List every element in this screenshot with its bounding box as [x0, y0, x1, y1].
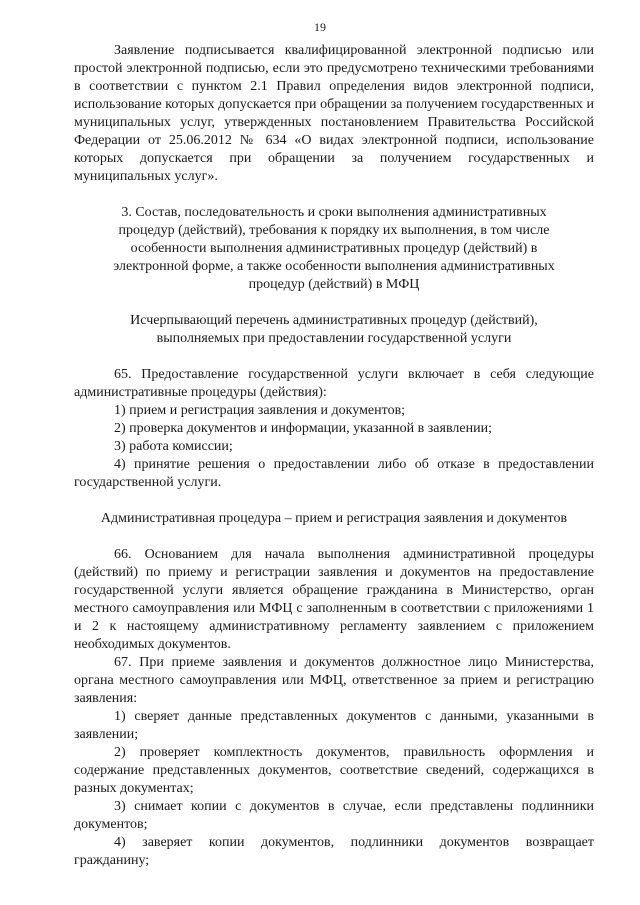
- paragraph-67: 67. При приеме заявления и документов должностное лицо Министерства, органа местного самоуправления или МФЦ, ответственное за прием и регистрацию заявления:: [74, 655, 594, 706]
- list-item: 2) проверяет комплектность документов, правильность оформления и содержание представленных документов, соответствие сведений, содержащихся в разных документах;: [74, 745, 594, 796]
- intro-paragraph: Заявление подписывается квалифицированной электронной подписью или простой электронной подписью, если это предусмотрено техническими требованиями в соответствии с пунктом 2.1 Правил определения видов электронной подписи, использование которых допускается при обращении за получением государственных и муниципальных услуг, утвержденных постановлением Правительства Российской Федерации от 25.06.2012 № 634 «О видах электронной подписи, использование которых допускается при обращении за получением государственных и муниципальных услуг».: [74, 43, 594, 184]
- page-content: [74, 42, 594, 870]
- list-item: 3) снимает копии с документов в случае, если представлены подлинники документов;: [74, 799, 594, 832]
- list-item: 4) принятие решения о предоставлении либо об отказе в предоставлении государственной услуги.: [74, 457, 594, 490]
- list-item: 2) проверка документов и информации, указанной в заявлении;: [114, 421, 492, 436]
- spacer: [74, 294, 594, 312]
- spacer: [74, 528, 594, 546]
- spacer: [74, 348, 594, 366]
- section-heading: 3. Состав, последовательность и сроки выполнения административных процедур (действий), требования к порядку их выполнения, в том числе особенности выполнения административных процедур (действий) в электронной форме, а также особенности выполнения административных процедур (действий) в МФЦ: [113, 205, 555, 292]
- paragraph-66: 66. Основанием для начала выполнения административной процедуры (действий) по приему и регистрации заявления и документов на предоставление государственной услуги является обращение гражданина в Министерство, орган местного самоуправления или МФЦ с заполненным в соответствии с приложениями 1 и 2 к настоящему административному регламенту заявлением с приложением необходимых документов.: [74, 547, 594, 652]
- list-item: 1) сверяет данные представленных документов с данными, указанными в заявлении;: [74, 709, 594, 742]
- list-item: 4) заверяет копии документов, подлинники документов возвращает гражданину;: [74, 835, 594, 868]
- spacer: [74, 492, 594, 510]
- procedure-heading: Административная процедура – прием и регистрация заявления и документов: [100, 511, 568, 526]
- list-item: 1) прием и регистрация заявления и документов;: [114, 403, 406, 418]
- section-subheading: Исчерпывающий перечень административных процедур (действий), выполняемых при предоставлении государственной услуги: [130, 313, 538, 346]
- page-number: 19: [314, 20, 326, 34]
- spacer: [74, 186, 594, 204]
- paragraph-65: 65. Предоставление государственной услуги включает в себя следующие административные процедуры (действия):: [74, 367, 594, 400]
- list-item: 3) работа комиссии;: [114, 439, 233, 454]
